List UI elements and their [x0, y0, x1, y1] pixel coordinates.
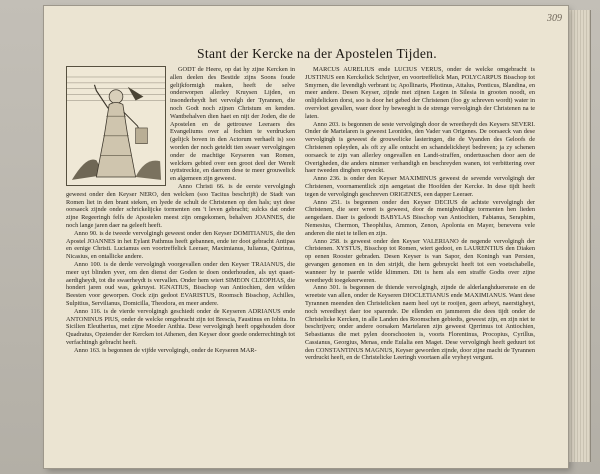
- paragraph: GODT de Heere, op dat hy zijne Kercken in allen deelen des Bestide zijns Soons foude gelijkformigh maken, heeft de selve onderworpen allerley Kruysen Lijden, en insonderheydt het vervolgh der Tyrannen, die noch Godt noch zijnen Christum en kenden. Wantbehalven dien haet en nijt der Joden, die de Apostelen en de gettrouwe Leeraers des Evangeliums over al fochten te verdrucken (gelijck boven in den Actorum verhaelt is) soo worden der noch geteldt tien swaer vervolgingen onder de machtige Keyseren van Romen, welckers gebied over een groot deel der Werelt uyttstreckte, en daerom dese te meer grouwelick en algemeen zijn geweest.: [170, 66, 295, 183]
- paragraph: Anno Christi 66. is de eerste vervolgingh geweest onder den Keyser NERO, den welcken (soo Tacitus beschrijft) de Stadt van Romen liet in den brant steken, en lyede de schult de Christenen op den hals; uyt dese oorsaeck zijnde onder schrickelijcke tormenten om 't leven gebracht; sulcks dat onder zijne Regeeringh felfs de Apostelen meest zijn omgekomen, behalven JOANNES, die noch lange jaren daer na geleeft heeft.: [66, 182, 295, 229]
- paragraph: Anno 258. is geweest onder den Keyser VALERIANO de negende vervolgingh der Christenen. XYSTUS, Bisschop tot Romen, wiert gedoot, en LAURENTIUS den Diaken op eenen Rooster gebraden. Desen Keyser is van Sapor, den Koningh van Persien, gevangen genomen en in den strijdt, die hem gebruyckt heeft tot een voetschabelle, wanneer hy te paerde wilde klimmen. Dit is hem als een straffe Godts over zijne wreetheydt toegekeerweren.: [305, 237, 535, 284]
- paragraph: MARCUS AURELIUS ende LUCIUS VERUS, onder de welcke omgebracht is JUSTINUS een Kerckelick Schrijver, en voortreffelick Man, POLYCARPUS Bisschop tot Smyrnen, die levendigh verbrant is; Apollinaris, Photinus, Attalus, Ponticus, Blandina, en meer andere. Desen Keyser, zijnde met zijnen Legen in Silesia in grooten noodt, en onlijdelicken dorst, soo is door het gebed der Christenen (foo gy schreven wordt) water in overvloet gevallen, waer door hy beweeght is de strenge vervolgingh der Christenen na te laten.: [305, 66, 535, 120]
- paragraph: Anno 90. is de tweede vervolgingh geweest onder den Keyser DOMITIANUS, die den Apostel JOANNES in het Eylant Pathmus heeft gebannen, ende ter doot gebracht Antipas en eenige Christi. Luciamus een voortreffelick Leeraer, Maximianus, Iulianus, Quirinus, Nicasius, en ontallicke andere.: [66, 229, 295, 261]
- paragraph: Anno 100. is de derde vervolgingh voorgevallen onder den Keyser TRAIANUS, die meer uyt blinden yver, om den dienst der Goden te doen onderhouden, als uyt quaet-aerdigheydt, tot die swaerheydt is vervallen. Onder hem wiert SIMEON CLEOPHAS, die hondert jaren oud was, gekruyst. IGNATIUS, Bisschop van Antiochien, den wilden Beesten voor geworpen. Oock zijn gedoot EVARISTUS, Roomsch Bisschop, Achilles, Sulpitius, Servilianus, Domicilla, Theodora, en meer andere.: [66, 260, 295, 307]
- paragraph: Anno 116. is de vierde vervolgingh geschiedt onder de Keyseren ADRIANUS ende ANTONINUS PIUS, onder de welcke omgebracht zijn tot Brescia, Faustinus en Iobita. In Sicilien Eleutherius, met zijne Moeder Anthia. Dese vervolgingh heeft opgehouden door Quadratus, Opziender der Kercken tot Athenen, den Keyser door goede onderrechtingh tot verfachtingh gebracht heeft.: [66, 307, 295, 346]
- paragraph: Anno 301. is begonnen de thiende vervolgingh, zijnde de alderlanghduerenste en de wreetste van allen, onder de Keyseren DIOCLETIANUS ende MAXIMIANUS. Want dese Tyrannen meenden den Christelicken naem heel uyt te rooijen, geen arbeyt, naerstigheyt, noch wreedheyt daer toe sparende. De ellenden en jammeren die dees tijdt onder de Christelicke Kercken, in alle Landen des Roomschen gebiedts, geweest zijn, en zijn niet te beschrijven; onder andere oorsaken Martelaren zijn geweest Qprrimus tot Antiochien, Sebastianus die met pylen doorschooten is, voorts Florentinus, Procopius, Cyrillus, Cassianus, Georgius, Menas, ende Eulalia een Maget. Dese vervolgingh heeft geduurt tot den CONSTANTINUS MAGNUS, Keyser geworden zijnde, door zijne macht de Tyrannen verdruckt heeft, en de Christelicke Leeringh voortaen alle vryheyt vergunt.: [305, 284, 535, 362]
- paragraph: Anno 163. is begonnen de vijfde vervolgingh, onder de Keyseren MAR-: [74, 346, 257, 354]
- page-number: 309: [547, 13, 562, 24]
- paragraph: Anno 251. is begonnen onder den Keyser DECIUS de achtste vervolgingh der Christenen, die seer wreet is geweest, door de menighvuldige tormenten hen lieden aengedaen. Daer is gedoodt BABYLAS Bisschop van Antiochien, Fabianus, Seraphim, Nemesius, Chermon, Theophilus, Ammon, Zenon, Apolonia en Mayer, benevens vele anderen die niet te tellen en zijn.: [305, 198, 535, 237]
- paragraph: Anno 203. is begonnen de seste vervolgingh door de wreetheydt des Keysers SEVERI. Onder de Martelaren is geweest Leonides, den Vader van Origenes. De oorsaeck van dese vervolgingh is geweest de grouwelicke lasteringen, die de Vyanden des Geloofs de Christenen opleyden, als oft zy alle ontucht en schandelickheyt bedreven; ja zy schenen oorsaeck te zijn van allerley ongevallen en Landt-straffen, ondertusschen door aen de Overigheden, die anders nimmer verhandigh en beschreyden wanen, tot verbittering over haer tweeden dinghen opweckt.: [305, 120, 535, 175]
- paragraph: Anno 236. is onder den Keyser MAXIMINUS geweest de sevende vervolgingh der Christenen, voornamentlick zijn aengetast die Hoofden der Kercke. In dese tijdt heeft tegen de vervolgingh geschreven ORIGENES, een dapper Leeraer.: [305, 175, 535, 198]
- left-text-column: [66, 66, 295, 464]
- allegorical-figure-engraving-icon: [66, 66, 166, 186]
- page-title: Stant der Kercke na der Apostelen Tijden.: [197, 46, 437, 61]
- right-text-column: [305, 66, 535, 464]
